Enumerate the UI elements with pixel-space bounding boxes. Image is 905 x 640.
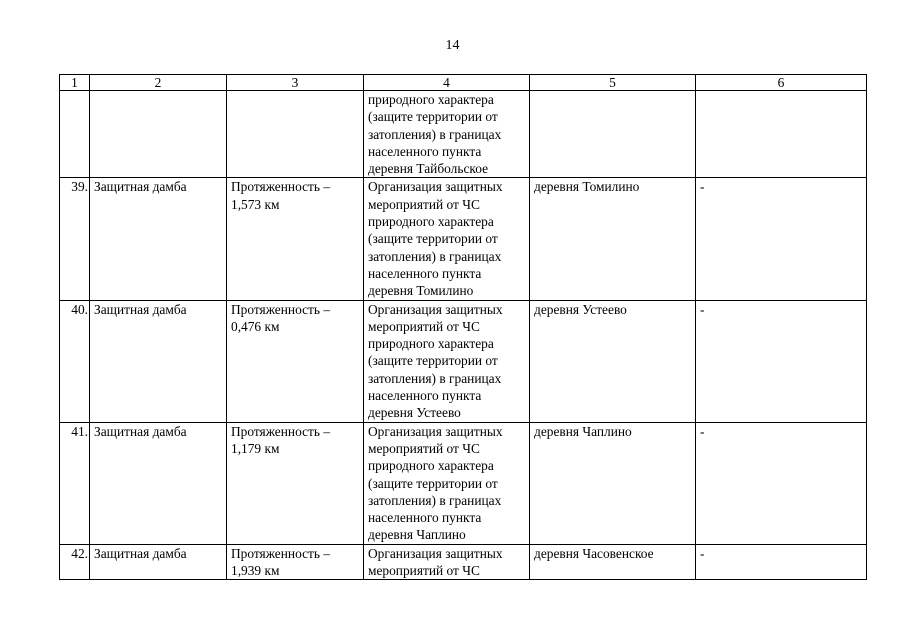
object-location: деревня Часовенское xyxy=(530,544,696,580)
table-row xyxy=(60,544,867,580)
row-number xyxy=(60,91,90,178)
column-header-3: 3 xyxy=(227,75,364,91)
object-note xyxy=(696,91,867,178)
object-parameter: Протяженность – 1,939 км xyxy=(227,544,364,580)
object-purpose: Организация защитных мероприятий от ЧС природного характера (защите территории от затопления) в границах населенного пункта деревня Устеево xyxy=(364,300,530,422)
column-header-6: 6 xyxy=(696,75,867,91)
object-note: - xyxy=(696,544,867,580)
column-header-5: 5 xyxy=(530,75,696,91)
column-header-1: 1 xyxy=(60,75,90,91)
page-number: 14 xyxy=(445,38,460,53)
table-row xyxy=(60,422,867,544)
object-purpose: Организация защитных мероприятий от ЧС xyxy=(364,544,530,580)
table-row xyxy=(60,300,867,422)
object-name: Защитная дамба xyxy=(90,300,227,422)
object-purpose: природного характера (защите территории от затопления) в границах населенного пункта деревня Тайбольское xyxy=(364,91,530,178)
object-parameter xyxy=(227,91,364,178)
object-note: - xyxy=(696,422,867,544)
row-number: 41. xyxy=(60,422,90,544)
objects-table xyxy=(59,74,867,580)
object-location xyxy=(530,91,696,178)
object-location: деревня Устеево xyxy=(530,300,696,422)
object-name: Защитная дамба xyxy=(90,544,227,580)
object-parameter: Протяженность – 0,476 км xyxy=(227,300,364,422)
object-purpose: Организация защитных мероприятий от ЧС природного характера (защите территории от затопления) в границах населенного пункта деревня Томилино xyxy=(364,178,530,300)
row-number: 40. xyxy=(60,300,90,422)
header-row xyxy=(60,75,867,91)
object-parameter: Протяженность – 1,573 км xyxy=(227,178,364,300)
column-header-2: 2 xyxy=(90,75,227,91)
object-location: деревня Чаплино xyxy=(530,422,696,544)
object-note: - xyxy=(696,300,867,422)
table-row xyxy=(60,178,867,300)
object-name: Защитная дамба xyxy=(90,178,227,300)
object-purpose: Организация защитных мероприятий от ЧС природного характера (защите территории от затопления) в границах населенного пункта деревня Чаплино xyxy=(364,422,530,544)
object-location: деревня Томилино xyxy=(530,178,696,300)
object-note: - xyxy=(696,178,867,300)
object-name: Защитная дамба xyxy=(90,422,227,544)
column-header-4: 4 xyxy=(364,75,530,91)
row-number: 39. xyxy=(60,178,90,300)
object-parameter: Протяженность – 1,179 км xyxy=(227,422,364,544)
table-row-continuation xyxy=(60,91,867,178)
row-number: 42. xyxy=(60,544,90,580)
object-name xyxy=(90,91,227,178)
